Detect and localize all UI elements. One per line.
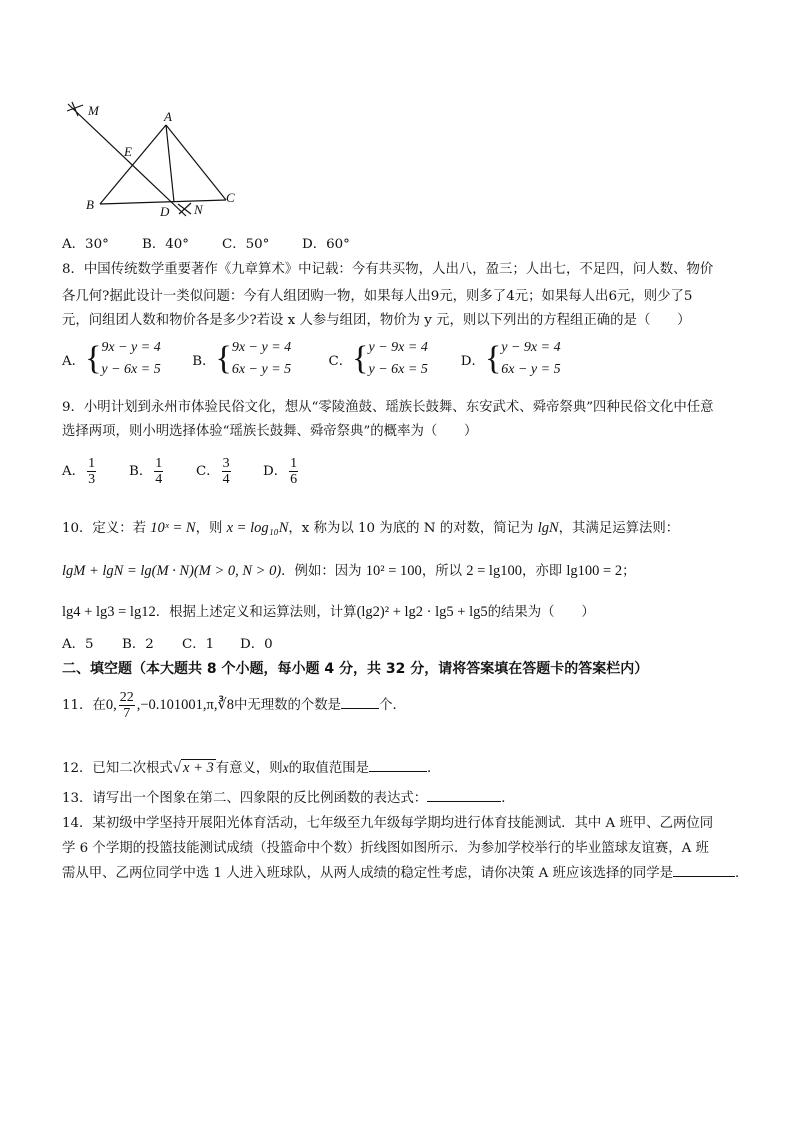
q11: 11．在0, $\frac{22}{7}$ ,−0.101001,π,∛8中无理数的个数是 个． (62, 690, 406, 721)
q10-option-a: A．5 (62, 637, 94, 652)
q12-answer-blank[interactable] (369, 759, 427, 772)
q7-option-c: C．50° (222, 237, 270, 252)
triangle-figure (60, 98, 250, 223)
q9-line-2: 选择两项，则小明选择体验“瑶族长鼓舞、舜帝祭典”的概率为（ ） (62, 424, 478, 439)
q8-line-3: 元，问组团人数和物价各是多少?若设 x 人参与组团，物价为 y 元，则以下列出的方程组正确的是（ ） (62, 313, 691, 328)
q8-option-c: C． { y − 9x = 4 y − 6x = 5 (328, 340, 428, 377)
q8-option-d: D． { y − 9x = 4 6x − y = 5 (460, 340, 561, 377)
q10-line-2: lgM + lgN = lg(M · N)(M > 0, N > 0)．例如：因为 10² = 100，所以 2 = lg100，亦即 lg100 = 2； (62, 563, 636, 579)
q7-option-d: D．60° (302, 237, 350, 252)
q9-option-c: C． $\frac{3}{4}$ (196, 456, 230, 487)
label-n: N (194, 202, 203, 217)
q7-options (62, 235, 350, 255)
label-c: C (226, 190, 235, 205)
q10-option-c: C．1 (182, 637, 215, 652)
q8-option-b: B． { 9x − y = 4 6x − y = 5 (192, 340, 292, 377)
q14-answer-blank[interactable] (673, 864, 735, 877)
q9-option-d: D． $\frac{1}{6}$ (263, 456, 298, 487)
q11-answer-blank[interactable] (341, 696, 379, 709)
section-heading: 二、填空题（本大题共 8 个小题，每小题 4 分，共 32 分，请将答案填在答题卡的答案栏内） (62, 661, 649, 677)
label-a: A (164, 109, 172, 124)
q14-line-2: 学 6 个学期的投篮技能测试成绩（投篮命中个数）折线图如图所示．为参加学校举行的毕业篮球友谊赛，A 班 (62, 841, 709, 856)
q8-option-a: A． { 9x − y = 4 y − 6x = 5 (62, 340, 161, 377)
q10-option-b: B．2 (122, 637, 154, 652)
q13-answer-blank[interactable] (427, 789, 501, 802)
q13: 13．请写出一个图象在第二、四象限的反比例函数的表达式： ． (62, 791, 515, 806)
label-m: M (88, 103, 99, 118)
q7-option-a: A．30° (62, 237, 109, 252)
q7-option-b: B．40° (142, 237, 189, 252)
q10-line-3: lg4 + lg3 = lg12．根据上述定义和运算法则，计算(lg2)² + lg2 · lg5 + lg5的结果为（ ） (62, 604, 595, 620)
q9-line-1: 9．小明计划到永州市体验民俗文化，想从“零陵渔鼓、瑶族长鼓舞、东安武术、舜帝祭典”四种民俗文化中任意 (62, 400, 714, 415)
q10-line-1: 10．定义：若 10ˣ = N，则 x = log₁₀N，x 称为以 10 为底的 N 的对数，简记为 lgN，其满足运算法则： (62, 520, 680, 536)
q12: 12．已知二次根式√ x + 3 有意义，则x的取值范围是 ． (62, 760, 441, 776)
q9-option-b: B． $\frac{1}{4}$ (129, 456, 163, 487)
label-b: B (86, 197, 94, 212)
q10-options (62, 635, 273, 655)
label-e: E (124, 144, 132, 159)
label-d: D (160, 204, 170, 219)
q10-option-d: D．0 (240, 637, 273, 652)
q14-line-3: 需从甲、乙两位同学中选 1 人进入班球队，从两人成绩的稳定性考虑，请你决策 A 班应该选择的同学是 ． (62, 866, 749, 881)
q8-line-1: 8．中国传统数学重要著作《九章算术》中记载：今有共买物，人出八，盈三；人出七，不足四，问人数、物价 (62, 262, 714, 277)
q9-option-a: A． $\frac{1}{3}$ (62, 456, 96, 487)
q9-options (62, 456, 300, 487)
q8-options (62, 337, 561, 381)
q8-line-2: 各几何?据此设计一类似问题：今有人组团购一物，如果每人出9元，则多了4元；如果每人出6元，则少了5 (62, 289, 693, 304)
q14-line-1: 14．某初级中学坚持开展阳光体育活动，七年级至九年级每学期均进行体育技能测试．其中 A 班甲、乙两位同 (62, 816, 714, 831)
